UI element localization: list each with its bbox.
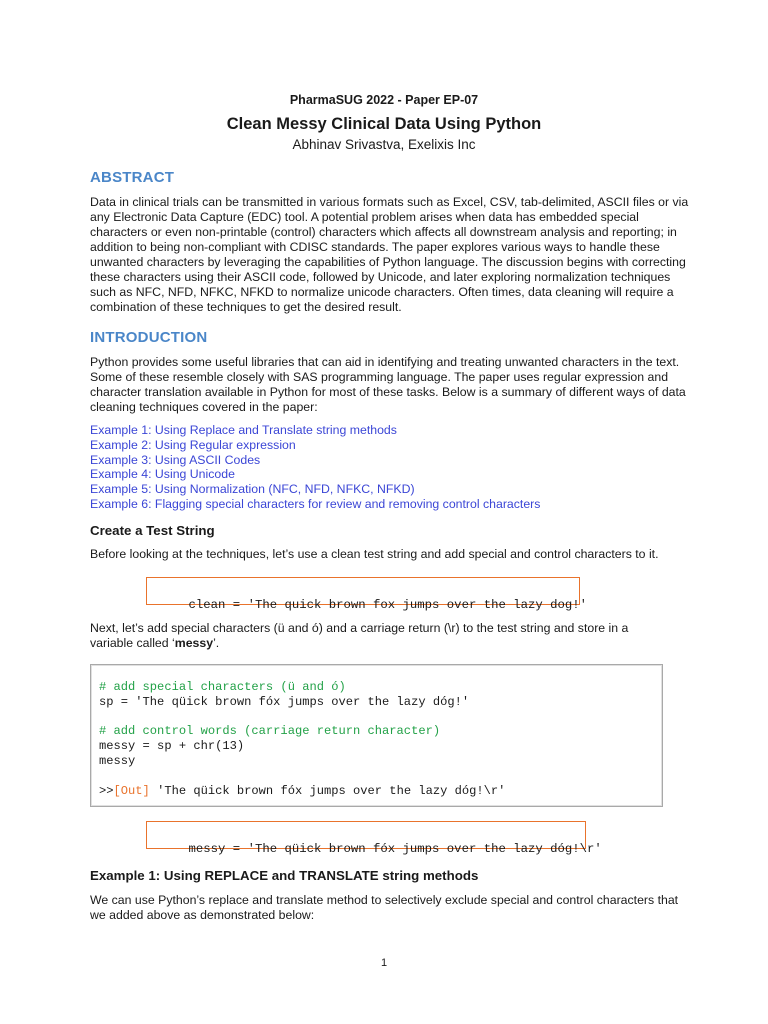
test-string-heading: Create a Test String (90, 523, 215, 538)
output-prompt: >> (99, 783, 114, 798)
example-link-2[interactable]: Example 2: Using Regular expression (90, 437, 296, 452)
messy-variable-name: messy (174, 636, 214, 650)
introduction-text: Python provides some useful libraries that can aid in identifying and treating unwanted characters in the text. Some of these resemble closely with SAS programming language. The paper uses regular expression and character translation available in Python for most of these tasks. Below is a summary of different ways of data cleaning techniques covered in the paper: (90, 355, 686, 414)
introduction-heading: INTRODUCTION (90, 329, 208, 346)
code-blank-line (99, 769, 654, 784)
output-label: [Out] (113, 783, 150, 798)
next-step-text: Next, let’s add special characters (ü and ó) and a carriage return (\r) to the test string and store in a variable called ‘messy’. (90, 621, 629, 650)
clean-code-line: clean = 'The quick brown fox jumps over the lazy dog!' (188, 598, 588, 612)
code-blank-line (99, 710, 654, 725)
messy-code-box (146, 821, 602, 856)
example-link-6[interactable]: Example 6: Flagging special characters for review and removing control characters (90, 496, 541, 511)
code-block (90, 664, 663, 807)
paper-title: Clean Messy Clinical Data Using Python (226, 115, 542, 133)
example-link-5[interactable]: Example 5: Using Normalization (NFC, NFD, NFKC, NFKD) (90, 482, 415, 497)
test-string-text: Before looking at the techniques, let’s use a clean test string and add special and control characters to it. (90, 547, 659, 561)
abstract-text: Data in clinical trials can be transmitted in various formats such as Excel, CSV, tab-delimited, ASCII files or via any Electronic Data Capture (EDC) tool. A potential problem arises when data has embedded special characters or even non-printable (control) characters which affects all downstream analysis and reporting; in addition to being non-compliant with CDISC standards. The paper explores various ways to handle these unwanted characters by leveraging the capabilities of Python language. The discussion begins with correcting these characters using their ASCII code, followed by Unicode, and later exploring normalization techniques such as NFC, NFD, NFKC, NFKD to normalize unicode characters. Often times, data cleaning will require a combination of these techniques to get the desired result. (90, 195, 689, 314)
code-comment: # add special characters (ü and ó) (99, 680, 346, 694)
conference-label: PharmaSUG 2022 - Paper EP-07 (289, 93, 479, 107)
example1-heading: Example 1: Using REPLACE and TRANSLATE string methods (90, 868, 479, 883)
code-line: messy = sp + chr(13) (99, 739, 245, 754)
example1-text: We can use Python’s replace and translate method to selectively exclude special and control characters that we added above as demonstrated below: (90, 893, 679, 922)
examples-list (90, 423, 540, 512)
author-line: Abhinav Srivastva, Exelixis Inc (292, 137, 476, 152)
output-value: 'The qüick brown fóx jumps over the lazy dóg!\r' (149, 783, 506, 798)
code-comment: # add control words (carriage return character) (99, 724, 441, 739)
code-output-line (99, 784, 654, 799)
messy-code-line: messy = 'The qüick brown fóx jumps over the lazy dóg!\r' (188, 842, 602, 856)
code-line: messy (99, 753, 136, 768)
abstract-heading: ABSTRACT (90, 169, 175, 186)
example-link-3[interactable]: Example 3: Using ASCII Codes (90, 452, 261, 467)
clean-code-box (146, 577, 588, 612)
page-number: 1 (380, 957, 388, 969)
example-link-1[interactable]: Example 1: Using Replace and Translate string methods (90, 423, 397, 437)
code-line: sp = 'The qüick brown fóx jumps over the lazy dóg!' (99, 694, 470, 709)
example-link-4[interactable]: Example 4: Using Unicode (90, 467, 235, 482)
